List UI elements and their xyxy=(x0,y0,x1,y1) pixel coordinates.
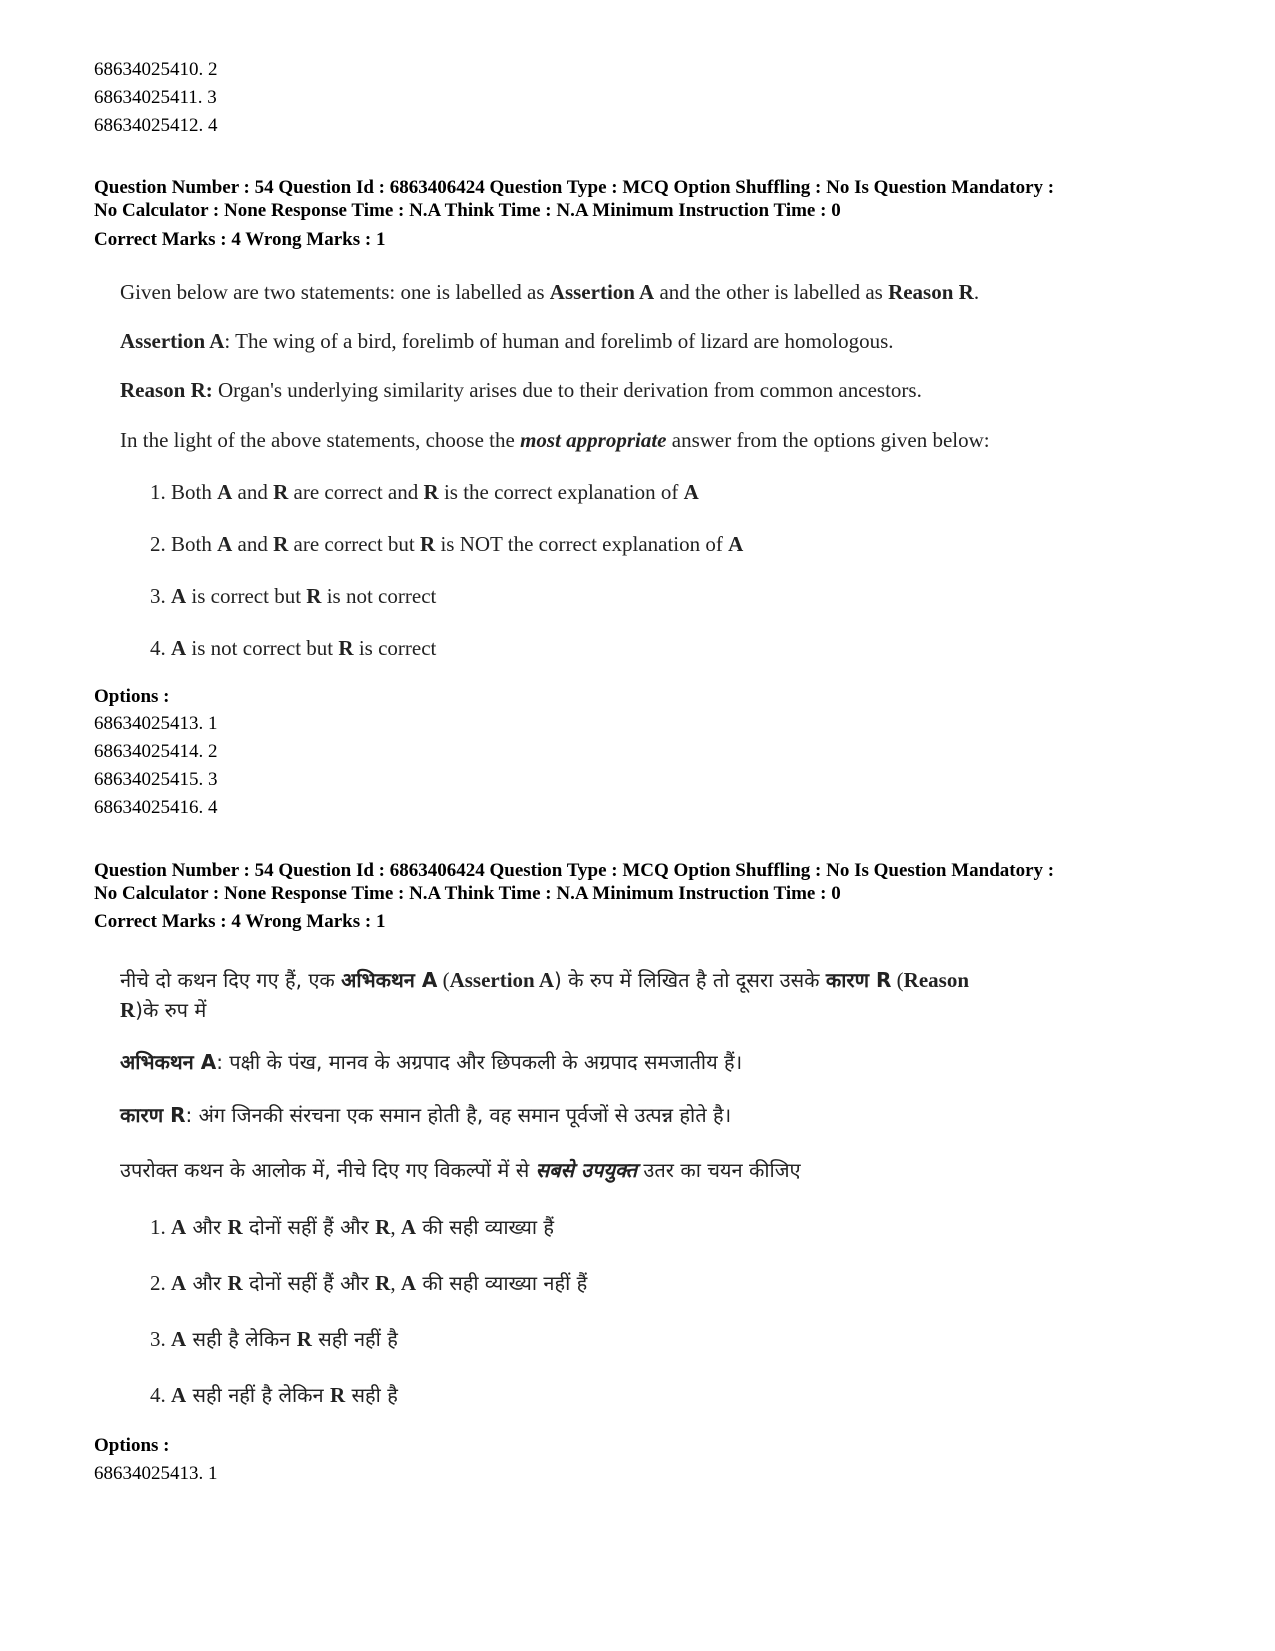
options-label: Options : xyxy=(94,1435,170,1456)
answer-choice-4: 4. A सही नहीं है लेकिन R सही है xyxy=(150,1383,398,1407)
answer-choice-2: 2. Both A and R are correct but R is NOT the correct explanation of A xyxy=(150,532,744,556)
question-meta-line: Question Number : 54 Question Id : 6863406424 Question Type : MCQ Option Shuffling : No Is Question Mandatory : xyxy=(94,177,1055,198)
answer-choice-1: 1. A और R दोनों सहीं हैं और R, A की सही व्याख्या हैं xyxy=(150,1215,555,1239)
question-meta-line: Question Number : 54 Question Id : 6863406424 Question Type : MCQ Option Shuffling : No Is Question Mandatory : xyxy=(94,860,1055,881)
question-meta-line: No Calculator : None Response Time : N.A Think Time : N.A Minimum Instruction Time : 0 xyxy=(94,200,841,221)
answer-choice-3: 3. A is correct but R is not correct xyxy=(150,584,437,608)
option-line: 68634025416. 4 xyxy=(94,797,218,818)
reason-statement: Reason R: Organ's underlying similarity arises due to their derivation from common ancestors. xyxy=(120,378,922,402)
answer-choice-2: 2. A और R दोनों सहीं हैं और R, A की सही व्याख्या नहीं हैं xyxy=(150,1271,588,1295)
question-intro-continued: R)के रुप में xyxy=(120,998,207,1022)
answer-choice-1: 1. Both A and R are correct and R is the correct explanation of A xyxy=(150,480,699,504)
question-instruction: In the light of the above statements, choose the most appropriate answer from the options given below: xyxy=(120,428,990,452)
question-meta-line: No Calculator : None Response Time : N.A Think Time : N.A Minimum Instruction Time : 0 xyxy=(94,883,841,904)
option-line: 68634025412. 4 xyxy=(94,115,218,136)
question-intro: Given below are two statements: one is labelled as Assertion A and the other is labelled as Reason R. xyxy=(120,280,980,304)
option-line: 68634025414. 2 xyxy=(94,741,218,762)
option-line: 68634025413. 1 xyxy=(94,713,218,734)
reason-statement: कारण R: अंग जिनकी संरचना एक समान होती है, वह समान पूर्वजों से उत्पन्न होते है। xyxy=(120,1103,732,1127)
question-intro: नीचे दो कथन दिए गए हैं, एक अभिकथन A (Assertion A) के रुप में लिखित है तो दूसरा उसके कारण R (Reason xyxy=(120,968,970,992)
option-line: 68634025413. 1 xyxy=(94,1463,218,1484)
option-line: 68634025415. 3 xyxy=(94,769,218,790)
options-label: Options : xyxy=(94,686,170,707)
answer-choice-4: 4. A is not correct but R is correct xyxy=(150,636,437,660)
option-line: 68634025410. 2 xyxy=(94,59,218,80)
option-line: 68634025411. 3 xyxy=(94,87,217,108)
question-marks: Correct Marks : 4 Wrong Marks : 1 xyxy=(94,911,386,932)
assertion-statement: अभिकथन A: पक्षी के पंख, मानव के अग्रपाद और छिपकली के अग्रपाद समजातीय हैं। xyxy=(120,1050,743,1074)
answer-choice-3: 3. A सही है लेकिन R सही नहीं है xyxy=(150,1327,398,1351)
question-marks: Correct Marks : 4 Wrong Marks : 1 xyxy=(94,229,386,250)
assertion-statement: Assertion A: The wing of a bird, forelimb of human and forelimb of lizard are homologous. xyxy=(120,329,894,353)
question-instruction: उपरोक्त कथन के आलोक में, नीचे दिए गए विकल्पों में से सबसे उपयुक्त उतर का चयन कीजिए xyxy=(120,1158,801,1182)
